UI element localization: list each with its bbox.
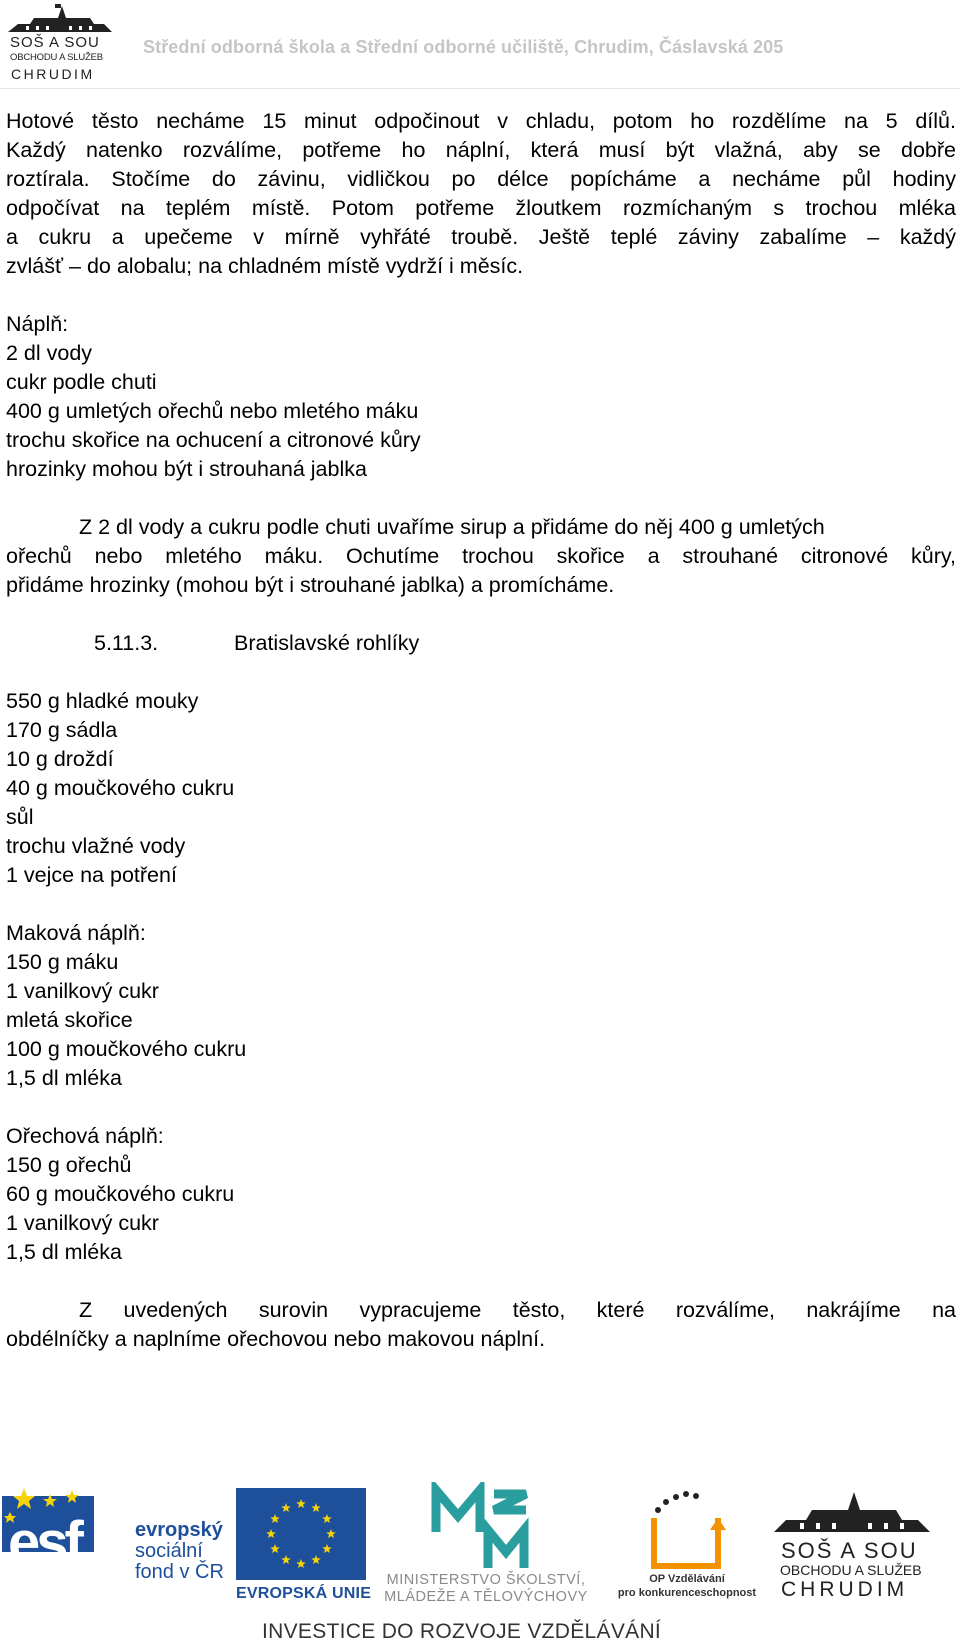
section-heading [6, 629, 956, 658]
ingredient-item: sůl [6, 805, 34, 829]
ingredient-item: 1 vejce na potření [6, 863, 177, 887]
ingredient-item: 40 g moučkového cukru [6, 776, 235, 800]
logo-subtitle: OBCHODU A SLUŽEB [780, 1562, 922, 1578]
method-line: obdélníčky a naplníme ořechovou nebo makovou náplní. [6, 1327, 546, 1351]
section-number: 5.11.3. [94, 631, 159, 655]
intro-line: Každý natenko rozválíme, potřeme ho náplní, která musí být vlažná, aby se dobře [6, 138, 956, 162]
ingredient-item: 10 g droždí [6, 747, 114, 771]
ingredient-item: 1 vanilkový cukr [6, 979, 159, 1003]
spacer [6, 890, 956, 919]
page-header [0, 0, 960, 90]
nut-filling-heading: Ořechová náplň: [6, 1124, 164, 1148]
logo-city: CHRUDIM [781, 1578, 909, 1601]
filling-heading: Náplň: [6, 312, 69, 336]
logo-abbreviation: SOŠ A SOU [781, 1538, 918, 1563]
op-label-line: pro konkurenceschopnost [617, 1587, 757, 1599]
spacer [6, 1093, 956, 1122]
logo-abbreviation: SOŠ A SOU [10, 34, 100, 51]
msmt-label-line: MLÁDEŽE A TĚLOVÝCHOVY [384, 1589, 588, 1605]
filling-item: trochu skořice na ochucení a citronové kůry [6, 428, 421, 452]
footer-tagline: INVESTICE DO ROZVOJE VZDĚLÁVÁNÍ [262, 1620, 662, 1643]
msmt-logo-icon [430, 1482, 540, 1574]
filling-item: 2 dl vody [6, 341, 93, 365]
ingredient-item: trochu vlažné vody [6, 834, 186, 858]
op-label [612, 1572, 762, 1600]
poppy-filling-heading: Maková náplň: [6, 921, 146, 945]
filling-method-line: Z 2 dl vody a cukru podle chuti uvaříme sirup a přidáme do něj 400 g umletých [79, 515, 825, 539]
spacer [6, 658, 956, 687]
logo-subtitle: OBCHODU A SLUŽEB [10, 52, 103, 63]
ingredient-item: 1,5 dl mléka [6, 1240, 122, 1264]
filling-method-line: ořechů nebo mletého máku. Ochutíme trochou skořice a strouhané citronové kůry, [6, 544, 956, 568]
intro-line: zvlášť – do alobalu; na chladném místě vydrží i měsíc. [6, 254, 524, 278]
castle-icon [772, 1490, 932, 1534]
ingredient-item: mletá skořice [6, 1008, 133, 1032]
esf-label-line: sociální [135, 1540, 203, 1562]
ingredient-item: 150 g máku [6, 950, 119, 974]
esf-mark: esf [8, 1510, 80, 1575]
filling-item: 400 g umletých ořechů nebo mletého máku [6, 399, 419, 423]
header-title: Střední odborná škola a Střední odborné učiliště, Chrudim, Čáslavská 205 [143, 37, 784, 57]
intro-line: Hotové těsto necháme 15 minut odpočinout v chladu, potom ho rozdělíme na 5 dílů. [6, 109, 956, 133]
dough-ingredient-list [6, 687, 956, 890]
spacer [6, 484, 956, 513]
op-label-line: OP Vzdělávání [649, 1573, 725, 1585]
spacer [6, 281, 956, 310]
filling-item: cukr podle chuti [6, 370, 157, 394]
filling-method-paragraph [6, 513, 956, 600]
intro-line: roztírala. Stočíme do závinu, vidličkou po délce popícháme a necháme půl hodiny [6, 167, 956, 191]
section-title: Bratislavské rohlíky [234, 631, 420, 655]
spacer [6, 1267, 956, 1296]
method-paragraph [6, 1296, 956, 1354]
page-footer [0, 1470, 960, 1641]
recipe-content [6, 107, 956, 1354]
op-logo-icon [644, 1488, 728, 1572]
intro-paragraph [6, 107, 956, 281]
filling-item: hrozinky mohou být i strouhaná jablka [6, 457, 367, 481]
ingredient-item: 60 g moučkového cukru [6, 1182, 235, 1206]
header-divider [0, 88, 960, 89]
logo-city: CHRUDIM [11, 66, 95, 82]
esf-label-line: evropský [135, 1519, 223, 1541]
ingredient-item: 550 g hladké mouky [6, 689, 199, 713]
msmt-label-line: MINISTERSTVO ŠKOLSTVÍ, [386, 1572, 586, 1588]
eu-flag-icon [236, 1488, 366, 1580]
esf-label-line: fond v ČR [135, 1561, 224, 1583]
ingredient-item: 1 vanilkový cukr [6, 1211, 159, 1235]
eu-label: EVROPSKÁ UNIE [236, 1585, 372, 1602]
filling-method-line: přidáme hrozinky (mohou být i strouhané jablka) a promícháme. [6, 573, 615, 597]
intro-line: a cukru a upečeme v mírně vyhřáté troubě. Ještě teplé záviny zabalíme – každý [6, 225, 956, 249]
ingredient-item: 150 g ořechů [6, 1153, 132, 1177]
method-line: Z uvedených surovin vypracujeme těsto, které rozválíme, nakrájíme na [79, 1298, 956, 1322]
esf-label [135, 1520, 224, 1583]
ingredient-item: 1,5 dl mléka [6, 1066, 122, 1090]
filling-list [6, 310, 956, 484]
intro-line: odpočívat na teplém místě. Potom potřeme žloutkem rozmíchaným s trochou mléka [6, 196, 956, 220]
nut-filling-list [6, 1122, 956, 1267]
msmt-label [378, 1572, 594, 1606]
castle-icon [6, 4, 114, 34]
poppy-filling-list [6, 919, 956, 1093]
school-logo-footer [768, 1490, 938, 1601]
ingredient-item: 100 g moučkového cukru [6, 1037, 247, 1061]
spacer [6, 600, 956, 629]
school-logo [6, 4, 118, 82]
ingredient-item: 170 g sádla [6, 718, 118, 742]
